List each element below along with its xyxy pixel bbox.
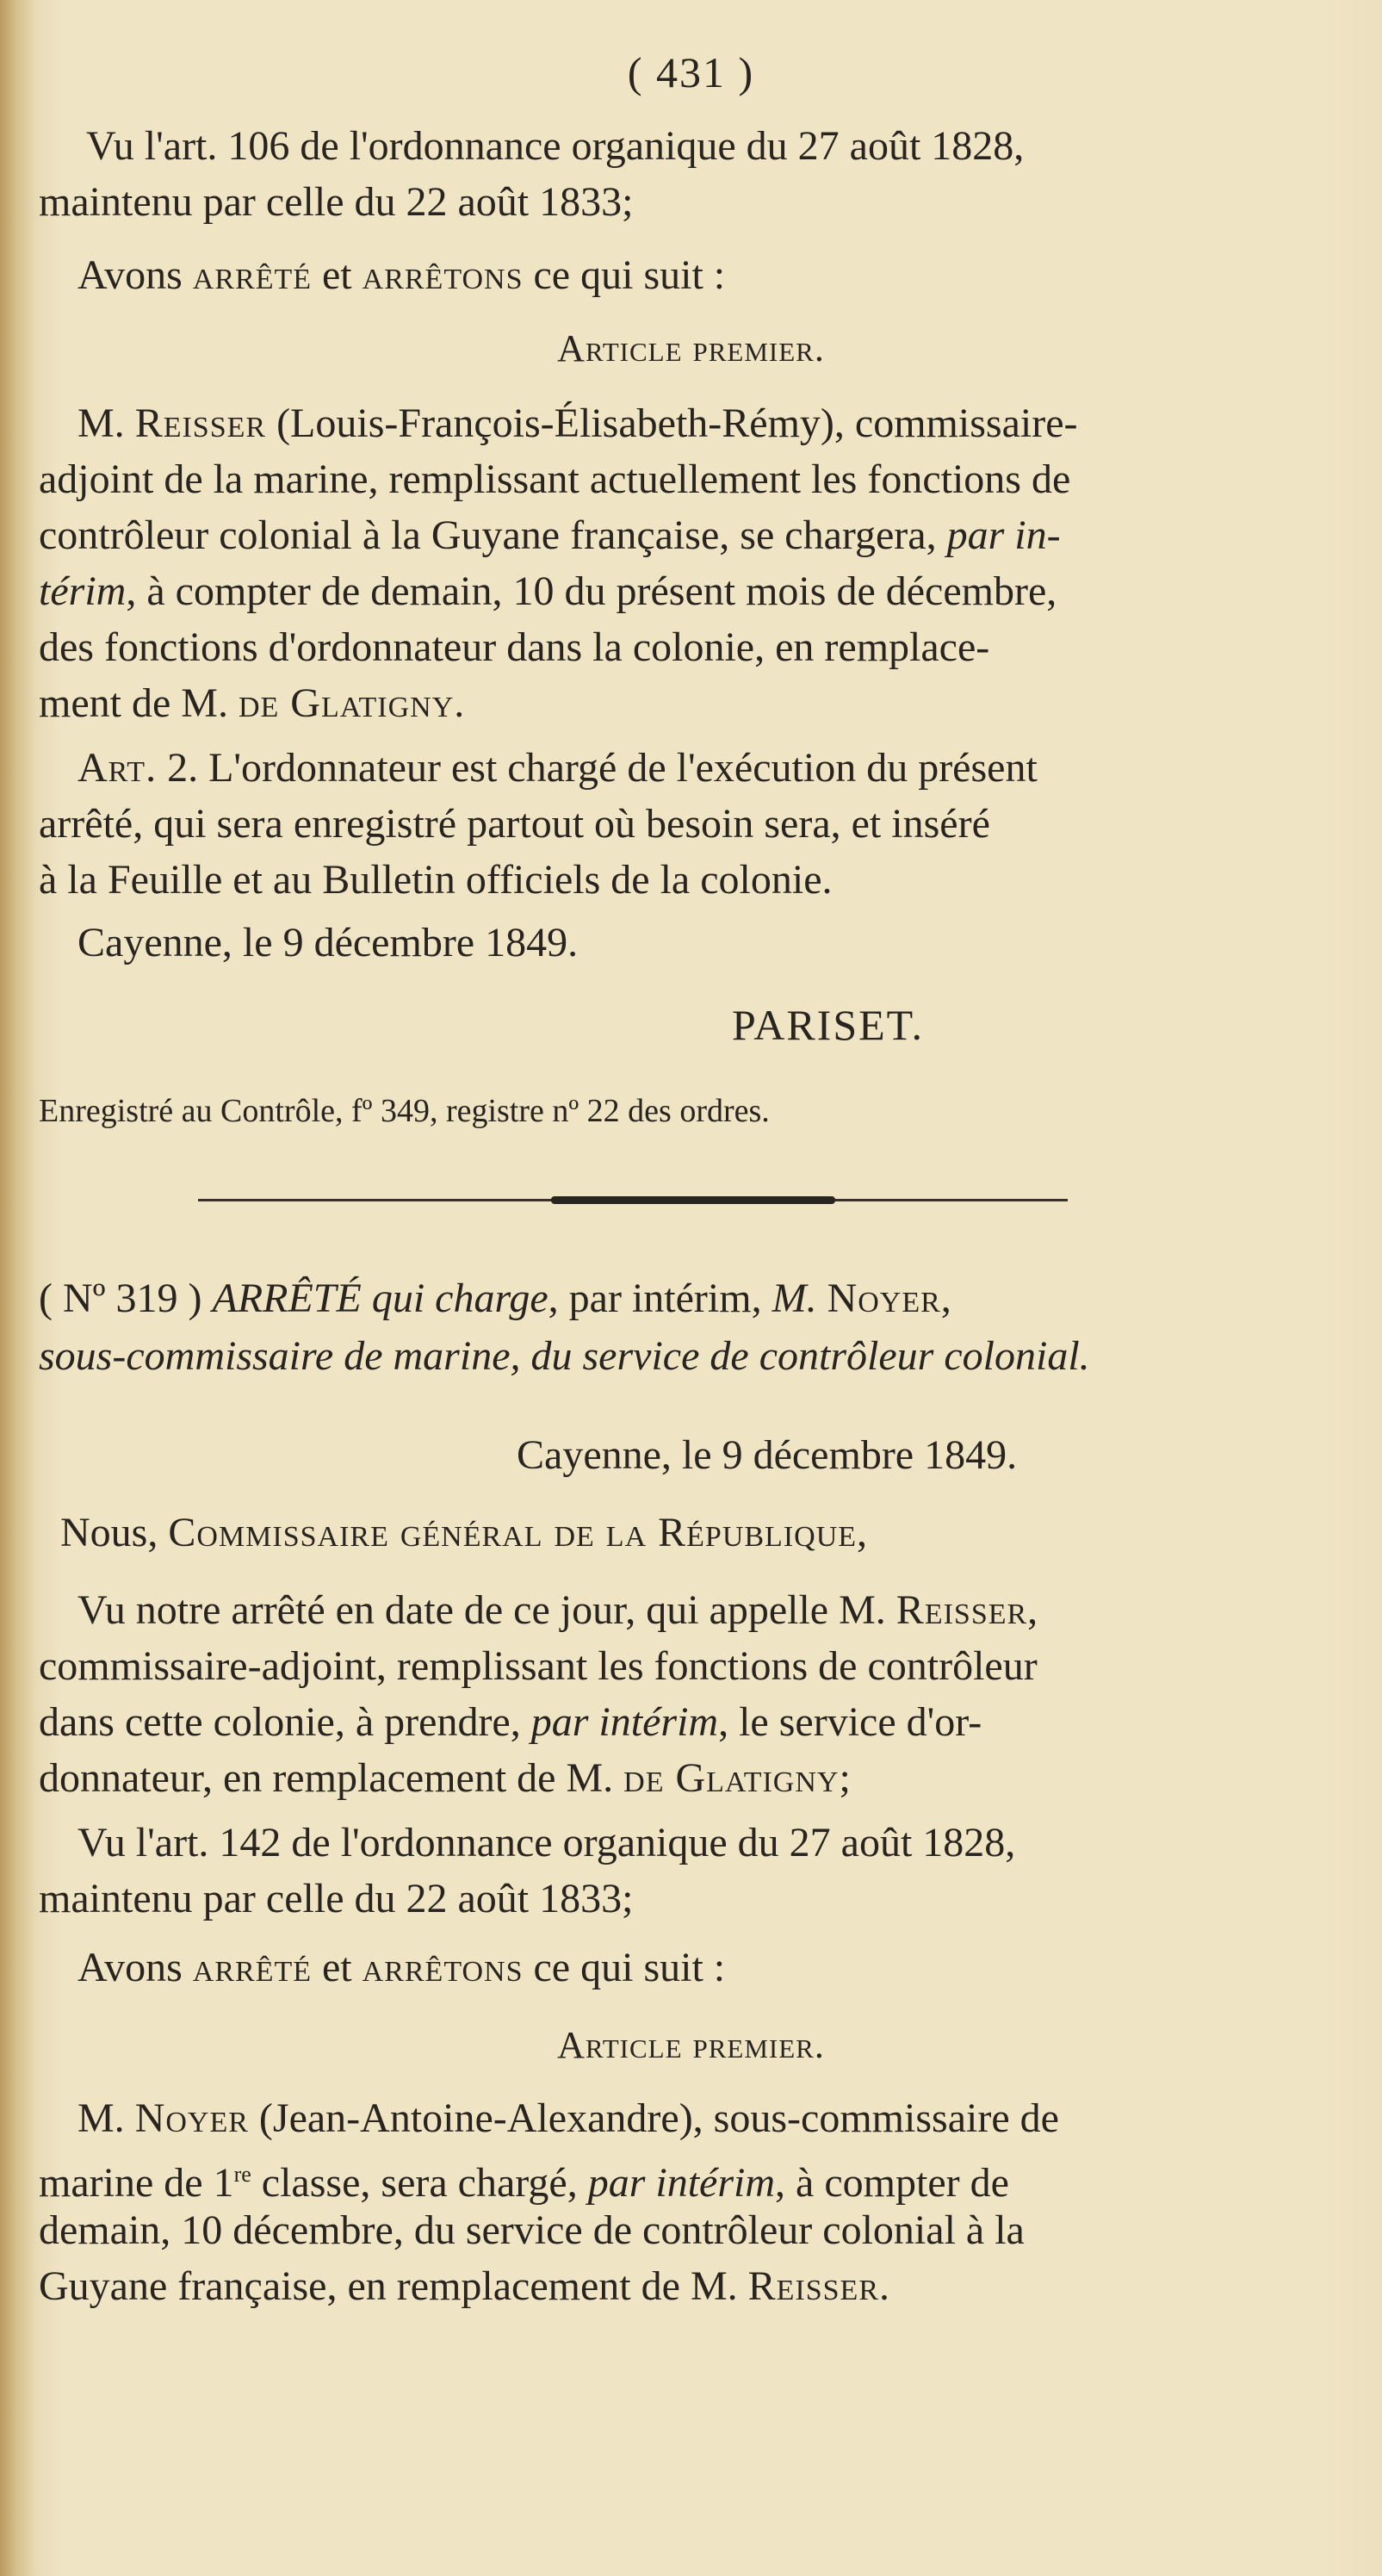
- page-number: ( 431 ): [627, 48, 755, 96]
- text-line: M. Noyer (Jean-Antoine-Alexandre), sous-commissaire de: [77, 2095, 1059, 2141]
- text-line: des fonctions d'ordonnateur dans la colonie, en remplace-: [39, 624, 990, 670]
- text-line: commissaire-adjoint, remplissant les fonctions de contrôleur: [39, 1643, 1038, 1689]
- text-line: Guyane française, en remplacement de M. Reisser.: [39, 2263, 889, 2309]
- text-line: Nous, Commissaire général de la République,: [60, 1510, 868, 1555]
- date-line: Cayenne, le 9 décembre 1849.: [517, 1432, 1018, 1478]
- text-line: Avons arrêté et arrêtons ce qui suit :: [77, 252, 726, 298]
- text-line: Vu notre arrêté en date de ce jour, qui appelle M. Reisser,: [77, 1587, 1038, 1633]
- text-line: marine de 1re classe, sera chargé, par intérim, à compter de: [39, 2160, 1009, 2206]
- text-line: contrôleur colonial à la Guyane française, se chargera, par in-: [39, 512, 1061, 558]
- text-line: térim, à compter de demain, 10 du présent mois de décembre,: [39, 568, 1057, 614]
- text-line: donnateur, en remplacement de M. de Glatigny;: [39, 1755, 851, 1801]
- text-line: ment de M. de Glatigny.: [39, 680, 465, 726]
- text-line: maintenu par celle du 22 août 1833;: [39, 179, 634, 225]
- text-line: Art. 2. L'ordonnateur est chargé de l'exécution du présent: [77, 745, 1038, 791]
- text-line: arrêté, qui sera enregistré partout où besoin sera, et inséré: [39, 801, 990, 847]
- signature: PARISET.: [732, 1001, 925, 1049]
- decree-title: ( Nº 319 ) ARRÊTÉ qui charge, par intérim, M. Noyer,: [39, 1276, 951, 1321]
- text-line: demain, 10 décembre, du service de contrôleur colonial à la: [39, 2207, 1025, 2253]
- text-line: Vu l'art. 142 de l'ordonnance organique du 27 août 1828,: [77, 1820, 1016, 1865]
- article-heading: Article premier.: [557, 2024, 825, 2066]
- article-heading: Article premier.: [557, 327, 825, 369]
- text-line: adjoint de la marine, remplissant actuellement les fonctions de: [39, 456, 1071, 502]
- text-line: Avons arrêté et arrêtons ce qui suit :: [77, 1945, 726, 1990]
- text-line: à la Feuille et au Bulletin officiels de la colonie.: [39, 857, 833, 903]
- divider-ornament: [551, 1196, 835, 1204]
- text-line: dans cette colonie, à prendre, par intérim, le service d'or-: [39, 1699, 982, 1745]
- text-line: M. Reisser (Louis-François-Élisabeth-Rémy), commissaire-: [77, 400, 1078, 446]
- registration-note: Enregistré au Contrôle, fº 349, registre nº 22 des ordres.: [39, 1093, 770, 1129]
- text-line: maintenu par celle du 22 août 1833;: [39, 1876, 634, 1921]
- decree-subtitle: sous-commissaire de marine, du service de contrôleur colonial.: [39, 1333, 1090, 1379]
- date-line: Cayenne, le 9 décembre 1849.: [77, 920, 579, 965]
- text-line: Vu l'art. 106 de l'ordonnance organique du 27 août 1828,: [86, 123, 1025, 169]
